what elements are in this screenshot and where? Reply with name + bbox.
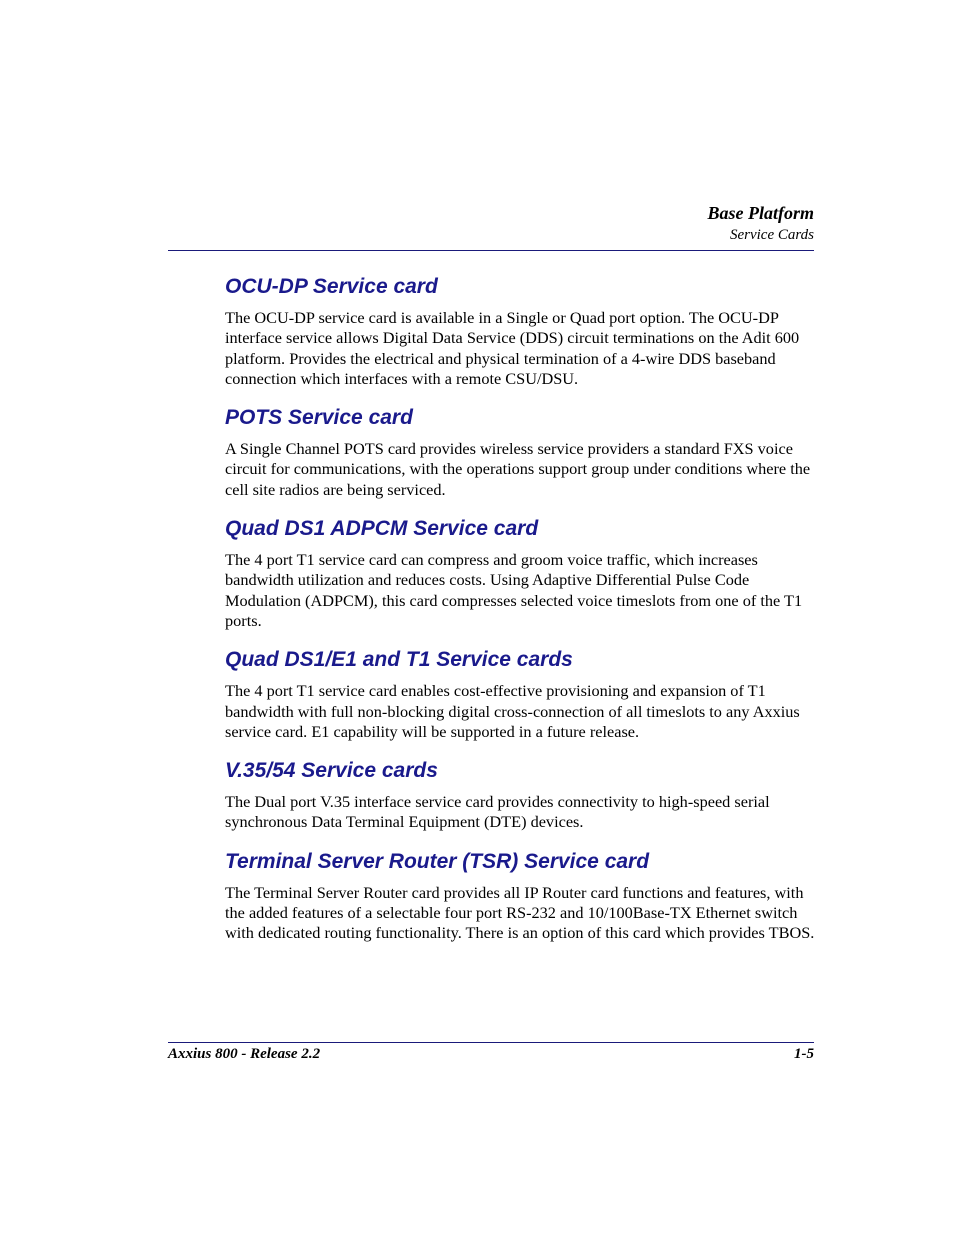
running-header-title: Base Platform [707,203,814,223]
section-heading: V.35/54 Service cards [225,759,438,783]
section-body: The Dual port V.35 interface service card provides connectivity to high-speed serial synchronous Data Terminal Equipment (DTE) devices. [225,792,770,832]
section-body: The 4 port T1 service card enables cost-effective provisioning and expansion of T1 bandwidth with full non-blocking digital cross-connection of all timeslots to any Axxius service card. E1 capability will be supported in a future release. [225,681,800,741]
main-content [225,272,815,958]
section-v35-54 [225,756,815,833]
footer-rule [168,1042,814,1043]
section-quad-ds1-e1-t1 [225,645,815,742]
section-body: The Terminal Server Router card provides all IP Router card functions and features, with the added features of a selectable four port RS-232 and 10/100Base-TX Ethernet switch with dedicated routing functionality. There is an option of this card which provides TBOS. [225,882,815,943]
section-heading: Terminal Server Router (TSR) Service card [225,849,650,873]
section-pots [225,403,815,500]
footer-page-number: 1-5 [794,1046,814,1062]
section-tsr [225,847,815,944]
header-rule [168,250,814,251]
section-body: The 4 port T1 service card can compress and groom voice traffic, which increases bandwidth utilization and reduces costs. Using Adaptive Differential Pulse Code Modulation (ADPCM), this card compresses selected voice timeslots from one of the T1 ports. [225,550,803,630]
running-header-subtitle: Service Cards [729,227,814,243]
section-heading: Quad DS1 ADPCM Service card [225,517,539,541]
section-ocu-dp [225,272,815,389]
section-quad-ds1-adpcm [225,514,815,631]
section-heading: POTS Service card [225,406,413,430]
footer-document-title: Axxius 800 - Release 2.2 [168,1046,321,1062]
section-body: A Single Channel POTS card provides wireless service providers a standard FXS voice circuit for communications, with the operations support group under conditions where the cell site radios are being serviced. [225,439,811,499]
section-heading: OCU-DP Service card [225,275,438,298]
section-body: The OCU-DP service card is available in a Single or Quad port option. The OCU-DP interface service allows Digital Data Service (DDS) circuit terminations on the Adit 600 platform. Provides the electrical and physical termination of a 4-wire DDS baseband connection which interfaces with a remote CSU/DSU. [225,308,800,388]
section-heading: Quad DS1/E1 and T1 Service cards [225,648,573,672]
